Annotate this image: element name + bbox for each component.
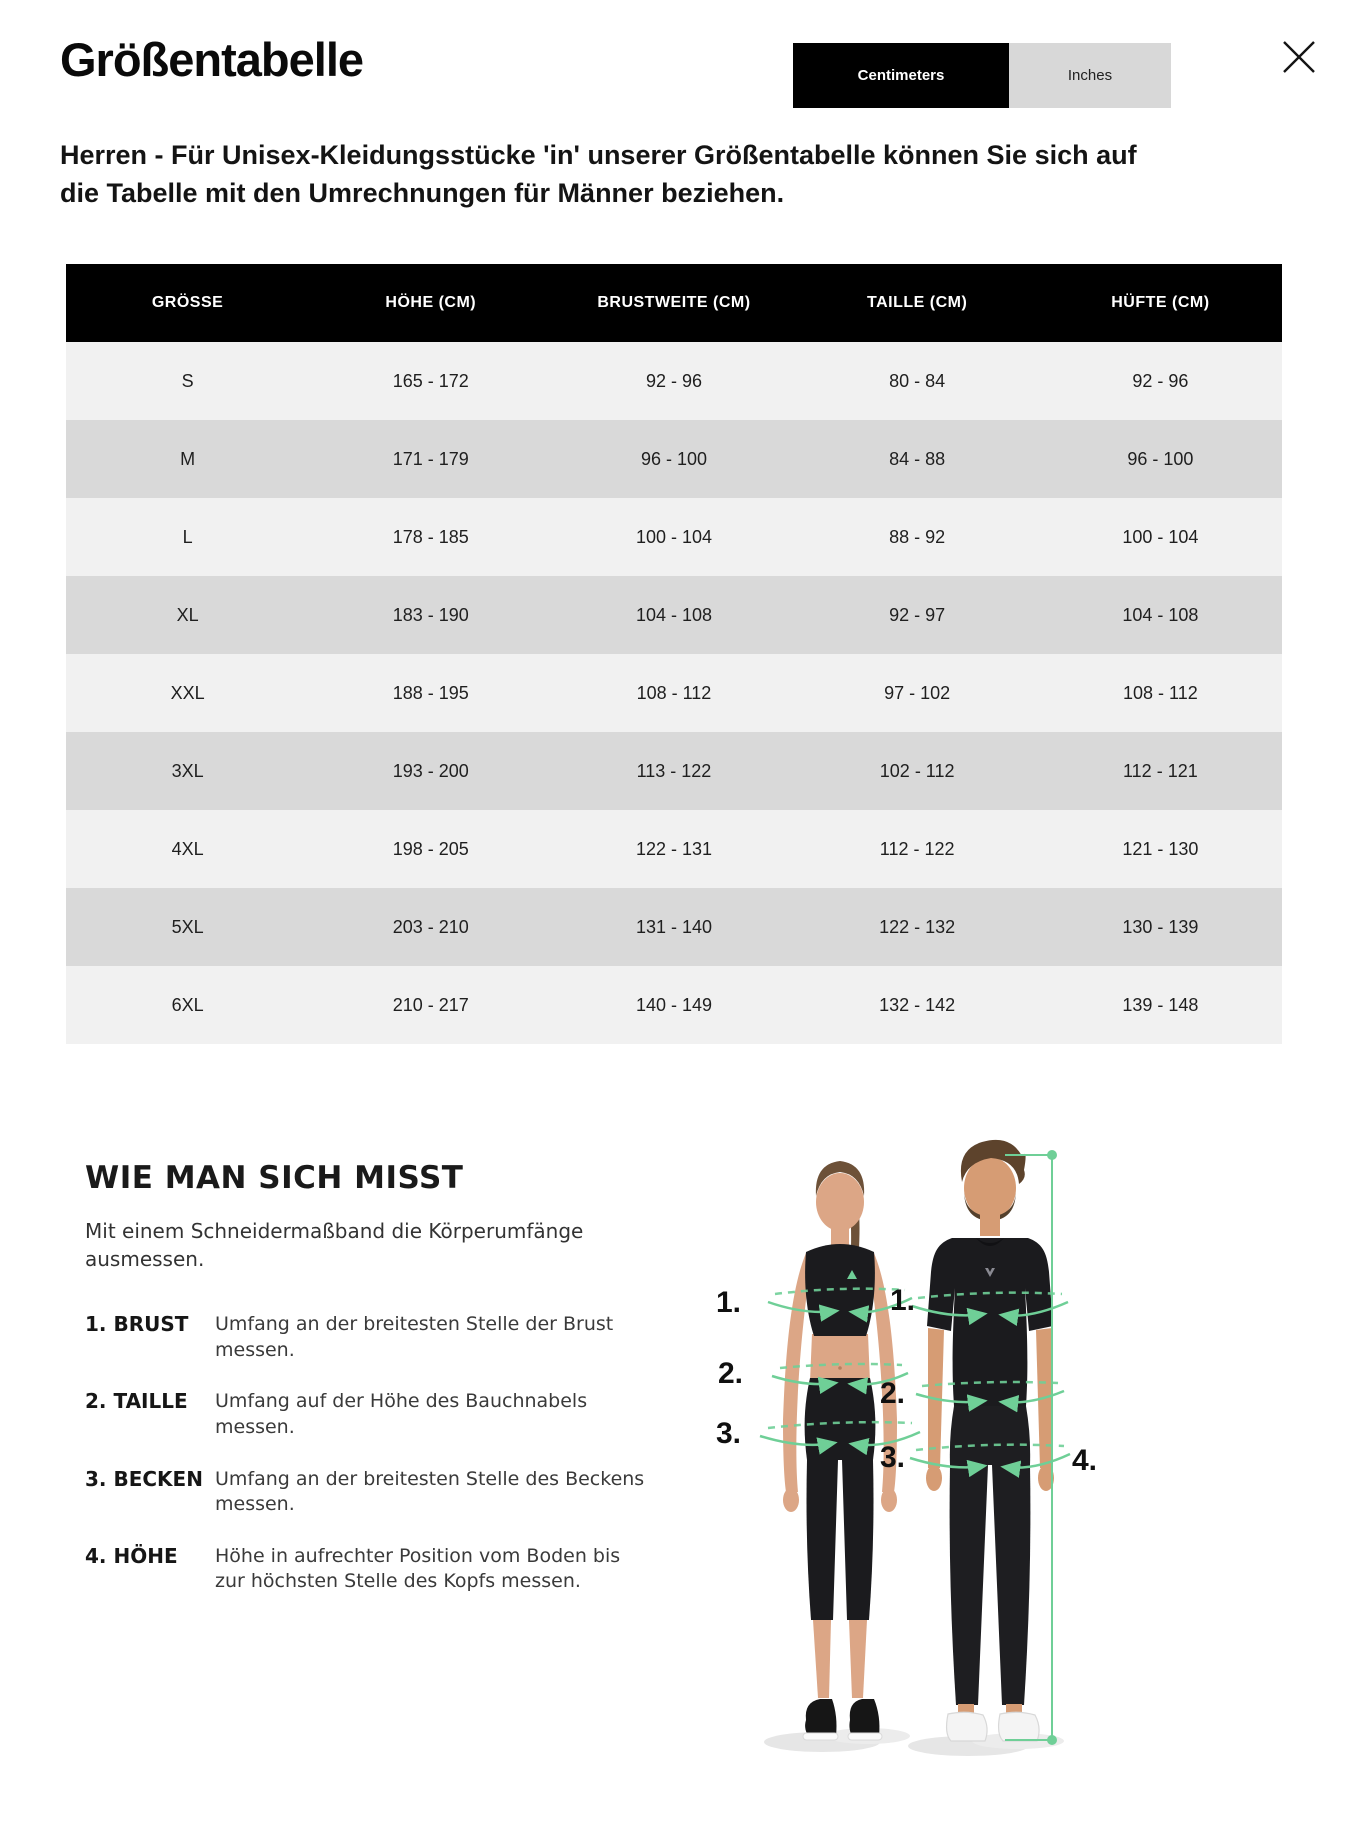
measurement-figures-image bbox=[600, 1120, 1160, 1780]
cell-size: XL bbox=[66, 576, 309, 654]
cell-hip: 92 - 96 bbox=[1039, 342, 1282, 420]
cell-height: 203 - 210 bbox=[309, 888, 552, 966]
step-brust bbox=[85, 1312, 645, 1363]
cell-chest: 96 - 100 bbox=[552, 420, 795, 498]
centimeters-toggle-button[interactable]: Centimeters bbox=[793, 43, 1009, 108]
cell-height: 188 - 195 bbox=[309, 654, 552, 732]
cell-waist: 102 - 112 bbox=[796, 732, 1039, 810]
cell-hip: 96 - 100 bbox=[1039, 420, 1282, 498]
man-waist-marker: 2. bbox=[880, 1377, 906, 1410]
table-row bbox=[66, 732, 1282, 810]
intro-text: Herren - Für Unisex-Kleidungsstücke 'in' unserer Größentabelle können Sie sich auf die Tabelle mit den Umrechnungen für Männer beziehen. bbox=[60, 140, 1137, 209]
step-text: Umfang auf der Höhe des Bauchnabels messen. bbox=[215, 1390, 588, 1438]
cell-height: 165 - 172 bbox=[309, 342, 552, 420]
cell-size: M bbox=[66, 420, 309, 498]
col-header-brustweite: BRUSTWEITE (CM) bbox=[552, 264, 795, 342]
col-header-groesse: GRÖSSE bbox=[66, 264, 309, 342]
step-label: 1. BRUST bbox=[85, 1312, 189, 1336]
cell-chest: 140 - 149 bbox=[552, 966, 795, 1044]
cell-waist: 97 - 102 bbox=[796, 654, 1039, 732]
cell-height: 210 - 217 bbox=[309, 966, 552, 1044]
step-text: Höhe in aufrechter Position vom Boden bis zur höchsten Stelle des Kopfs messen. bbox=[215, 1544, 621, 1593]
table-row bbox=[66, 498, 1282, 576]
step-text: Umfang an der breitesten Stelle der Brust messen. bbox=[215, 1313, 614, 1361]
cell-waist: 92 - 97 bbox=[796, 576, 1039, 654]
table-row bbox=[66, 654, 1282, 732]
cell-height: 171 - 179 bbox=[309, 420, 552, 498]
cell-size: 5XL bbox=[66, 888, 309, 966]
inches-toggle-button[interactable]: Inches bbox=[1009, 43, 1171, 108]
step-label: 3. BECKEN bbox=[85, 1466, 203, 1491]
cell-chest: 92 - 96 bbox=[552, 342, 795, 420]
cell-height: 193 - 200 bbox=[309, 732, 552, 810]
cell-size: 4XL bbox=[66, 810, 309, 888]
man-chest-marker: 1. bbox=[890, 1284, 916, 1317]
size-table bbox=[66, 264, 1282, 1044]
cell-height: 198 - 205 bbox=[309, 810, 552, 888]
cell-waist: 80 - 84 bbox=[796, 342, 1039, 420]
woman-waist-marker: 2. bbox=[718, 1357, 744, 1390]
measure-steps-list bbox=[85, 1312, 645, 1595]
unit-toggle bbox=[793, 43, 1171, 108]
cell-size: L bbox=[66, 498, 309, 576]
step-becken bbox=[85, 1467, 645, 1518]
step-text: Umfang an der breitesten Stelle des Beckens messen. bbox=[215, 1467, 645, 1516]
table-row bbox=[66, 888, 1282, 966]
woman-hip-marker: 3. bbox=[716, 1417, 742, 1450]
cell-hip: 112 - 121 bbox=[1039, 732, 1282, 810]
close-button[interactable] bbox=[1281, 40, 1317, 74]
cell-waist: 88 - 92 bbox=[796, 498, 1039, 576]
table-row bbox=[66, 810, 1282, 888]
col-header-hoehe: HÖHE (CM) bbox=[309, 264, 552, 342]
step-taille bbox=[85, 1389, 645, 1440]
cell-size: S bbox=[66, 342, 309, 420]
table-header-row bbox=[66, 264, 1282, 342]
cell-waist: 122 - 132 bbox=[796, 888, 1039, 966]
table-row bbox=[66, 420, 1282, 498]
cell-size: 3XL bbox=[66, 732, 309, 810]
man-figure bbox=[926, 1140, 1054, 1741]
cell-chest: 108 - 112 bbox=[552, 654, 795, 732]
cell-size: XXL bbox=[66, 654, 309, 732]
cell-waist: 132 - 142 bbox=[796, 966, 1039, 1044]
height-marker: 4. bbox=[1072, 1444, 1098, 1477]
step-hoehe bbox=[85, 1544, 645, 1595]
cell-hip: 108 - 112 bbox=[1039, 654, 1282, 732]
cell-chest: 113 - 122 bbox=[552, 732, 795, 810]
cell-chest: 100 - 104 bbox=[552, 498, 795, 576]
table-row bbox=[66, 966, 1282, 1044]
cell-height: 178 - 185 bbox=[309, 498, 552, 576]
cell-hip: 121 - 130 bbox=[1039, 810, 1282, 888]
col-header-huefte: HÜFTE (CM) bbox=[1039, 264, 1282, 342]
close-icon bbox=[1281, 40, 1317, 74]
cell-hip: 139 - 148 bbox=[1039, 966, 1282, 1044]
table-row bbox=[66, 342, 1282, 420]
how-to-measure-intro: Mit einem Schneidermaßband die Körperumfänge ausmessen. bbox=[85, 1219, 584, 1271]
table-row bbox=[66, 576, 1282, 654]
cell-chest: 104 - 108 bbox=[552, 576, 795, 654]
cell-hip: 130 - 139 bbox=[1039, 888, 1282, 966]
cell-chest: 131 - 140 bbox=[552, 888, 795, 966]
cell-chest: 122 - 131 bbox=[552, 810, 795, 888]
page-title: Größentabelle bbox=[60, 33, 364, 86]
step-label: 2. TAILLE bbox=[85, 1389, 188, 1414]
cell-waist: 112 - 122 bbox=[796, 810, 1039, 888]
step-label: 4. HÖHE bbox=[85, 1543, 178, 1568]
cell-waist: 84 - 88 bbox=[796, 420, 1039, 498]
cell-height: 183 - 190 bbox=[309, 576, 552, 654]
how-to-measure-title: WIE MAN SICH MISST bbox=[85, 1160, 464, 1196]
cell-hip: 100 - 104 bbox=[1039, 498, 1282, 576]
man-hip-marker: 3. bbox=[880, 1441, 906, 1474]
cell-size: 6XL bbox=[66, 966, 309, 1044]
cell-hip: 104 - 108 bbox=[1039, 576, 1282, 654]
woman-chest-marker: 1. bbox=[716, 1286, 742, 1319]
col-header-taille: TAILLE (CM) bbox=[796, 264, 1039, 342]
